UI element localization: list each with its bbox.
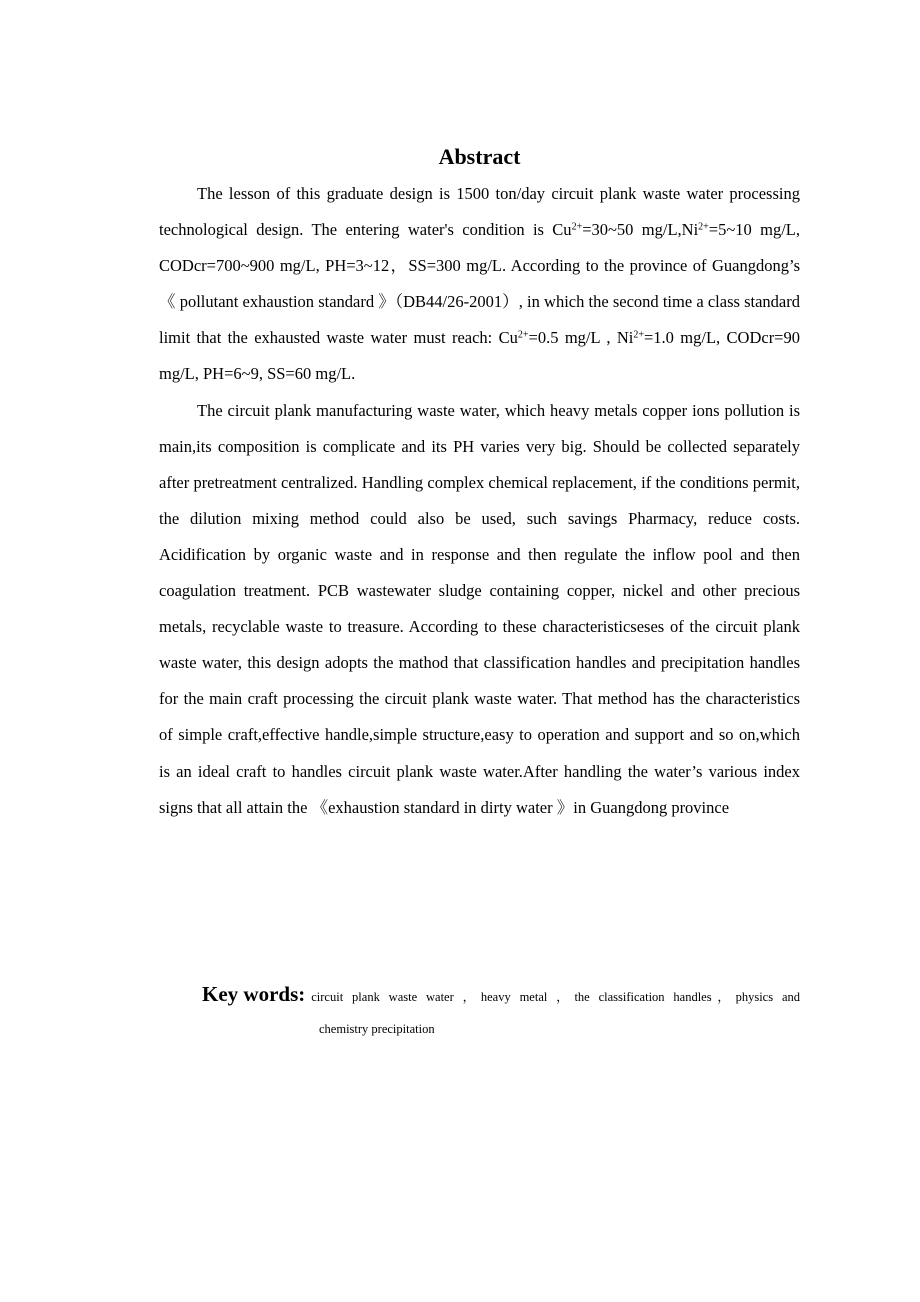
abstract-title: Abstract <box>438 144 521 169</box>
abstract-paragraph-1 <box>159 176 800 393</box>
p1-text-3: =5~10 mg/L, CODcr=700~900 mg/L, PH=3~12，SS=300 mg/L. According to the province of Guangdong’s 《 pollutant exhaustion standard 》（DB44/26-2001）, in which the second time a class standard limit that the exhausted waste water must reach: Cu <box>159 220 800 348</box>
keywords-label: Key words: <box>202 982 306 1006</box>
keywords-list-line-2: chemistry precipitation <box>319 1022 435 1036</box>
abstract-section <box>159 140 800 826</box>
keywords-line-1 <box>202 982 800 1018</box>
p1-text-2: =30~50 mg/L,Ni <box>582 220 699 240</box>
p1-superscript-4: 2+ <box>633 329 644 341</box>
p1-superscript-3: 2+ <box>517 329 529 341</box>
keywords-list-line-1: circuit plank waste water ，heavy metal ，the classification handles，physics and <box>311 990 800 1004</box>
p1-text-4: =0.5 mg/L , Ni <box>528 328 634 348</box>
p1-text-1: The lesson of this graduate design is 1500 ton/day circuit plank waste water processing technological design. The entering water's condition is Cu <box>159 184 800 240</box>
p1-superscript-2: 2+ <box>698 221 709 233</box>
abstract-paragraph-2: The circuit plank manufacturing waste water, which heavy metals copper ions pollution is main,its composition is complicate and its PH varies very big. Should be collected separately after pretreatment centralized. Handling complex chemical replacement, if the conditions permit, the dilution mixing method could also be used, such savings Pharmacy, reduce costs. Acidification by organic waste and in response and then regulate the inflow pool and then coagulation treatment. PCB wastewater sludge containing copper, nickel and other precious metals, recyclable waste to treasure. According to these characteristicseses of the circuit plank waste water, this design adopts the mathod that classification handles and precipitation handles for the main craft processing the circuit plank waste water. That method has the characteristics of simple craft,effective handle,simple structure,easy to operation and support and so on,which is an ideal craft to handles circuit plank waste water.After handling the water’s various index signs that all attain the 《exhaustion standard in dirty water 》in Guangdong province <box>159 400 800 817</box>
p1-text-5: =1.0 mg/L, CODcr=90 mg/L, PH=6~9, SS=60 mg/L. <box>159 328 800 384</box>
p1-superscript-1: 2+ <box>571 221 583 233</box>
keywords-block <box>202 982 800 1037</box>
